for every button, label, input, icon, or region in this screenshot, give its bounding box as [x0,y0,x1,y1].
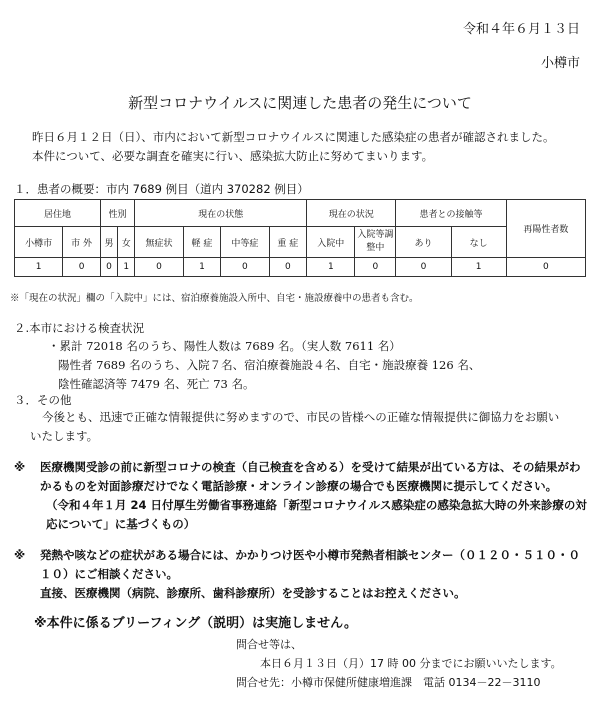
section1-heading: １．患者の概要：市内 7689 例目（道内 370282 例目） [14,182,309,196]
intro-line-2: 本件について、必要な調査を確実に行い、感染拡大防止に努めてまいります。 [32,149,434,163]
patient-summary-table [14,199,586,277]
value-hospitalized: 1 [307,258,355,277]
notice-text: 発熱や咳などの症状がある場合には、かかりつけ医や小樽市発熱者相談センター（０１２０・５１０・０１０）にご相談ください。 [40,548,581,581]
subheader-contact-yes: あり [396,227,451,258]
notice-text: 医療機関受診の前に新型コロナの検査（自己検査を含める）を受けて結果が出ている方は、その結果がわかるものを対面診療だけでなく電話診療・オンライン診療の場合でも医療機関に提示してください。 [40,460,581,493]
group-header-contact: 患者との接触等 [396,200,506,227]
group-header-status: 現在の状況 [307,200,396,227]
testing-stats [48,337,480,394]
contact-label: 問合せ等は、 [236,638,302,651]
subheader-moderate: 中等症 [221,227,269,258]
notice-marker: ※ [14,460,26,474]
contact-deadline: 本日６月１３日（月）17 時 00 分までにお願いいたします。 [260,657,562,670]
briefing-notice: ※本件に係るブリーフィング（説明）は実施しません。 [34,616,357,631]
document-title: 新型コロナウイルスに関連した患者の発生について [128,94,472,112]
notice-subtext: 直接、医療機関（病院、診療所、歯科診療所）を受診することはお控えください。 [40,586,466,600]
contact-info: 問合せ先：小樽市保健所健康増進課 電話 0134－22－3110 [236,676,541,689]
group-header-repositive: 再陽性者数 [506,200,585,258]
group-header-sex: 性別 [100,200,134,227]
value-asymptomatic: 0 [135,258,183,277]
notice-body [40,458,588,534]
stats-line-2: 陽性者 7689 名のうち、入院７名、宿泊療養施設４名、自宅・施設療養 126 名、 [58,358,481,372]
value-repositive: 0 [506,258,585,277]
value-adjusting: 0 [355,258,396,277]
section2-heading: ２.本市における検査状況 [14,321,145,335]
subheader-contact-no: なし [451,227,506,258]
subheader-otaru: 小樽市 [15,227,63,258]
intro-paragraph [32,128,582,166]
value-contact-yes: 0 [396,258,451,277]
value-mild: 1 [183,258,221,277]
document-date: 令和４年６月１３日 [462,22,580,37]
value-severe: 0 [269,258,307,277]
stats-line-3: 陰性確認済等 7479 名、死亡 73 名。 [58,377,255,391]
value-outside: 0 [63,258,101,277]
stats-line-1: ・累計 72018 名のうち、陽性人数は 7689 名。（実人数 7611 名） [48,339,401,353]
group-header-condition: 現在の状態 [135,200,307,227]
value-moderate: 0 [221,258,269,277]
issuing-organization: 小樽市 [540,56,580,71]
value-otaru: 1 [15,258,63,277]
subheader-male: 男 [100,227,117,258]
subheader-female: 女 [118,227,135,258]
notice-subtext: （令和４年１月 24 日付厚生労働省事務連絡「新型コロナウイルス感染症の感染急拡大時の外来診療の対応について」に基づくもの） [46,498,587,531]
subheader-mild: 軽 症 [183,227,221,258]
section3-heading: ３．その他 [14,393,72,407]
value-female: 1 [118,258,135,277]
notice-body [40,546,588,603]
intro-line-1: 昨日６月１２日（日）、市内において新型コロナウイルスに関連した感染症の患者が確認されました。 [32,130,555,144]
section3-text: 今後とも、迅速で正確な情報提供に努めますので、市民の皆様への正確な情報提供に御協力をお願いいたします。 [30,410,560,443]
subheader-severe: 重 症 [269,227,307,258]
value-contact-no: 1 [451,258,506,277]
subheader-hospitalized: 入院中 [307,227,355,258]
subheader-adjusting: 入院等調整中 [355,227,396,258]
notice-marker: ※ [14,548,26,562]
value-male: 0 [100,258,117,277]
subheader-asymptomatic: 無症状 [135,227,183,258]
subheader-outside: 市 外 [63,227,101,258]
group-header-residence: 居住地 [15,200,101,227]
table-footnote: ※「現在の状況」欄の「入院中」には、宿泊療養施設入所中、自宅・施設療養中の患者も含む。 [10,293,419,304]
